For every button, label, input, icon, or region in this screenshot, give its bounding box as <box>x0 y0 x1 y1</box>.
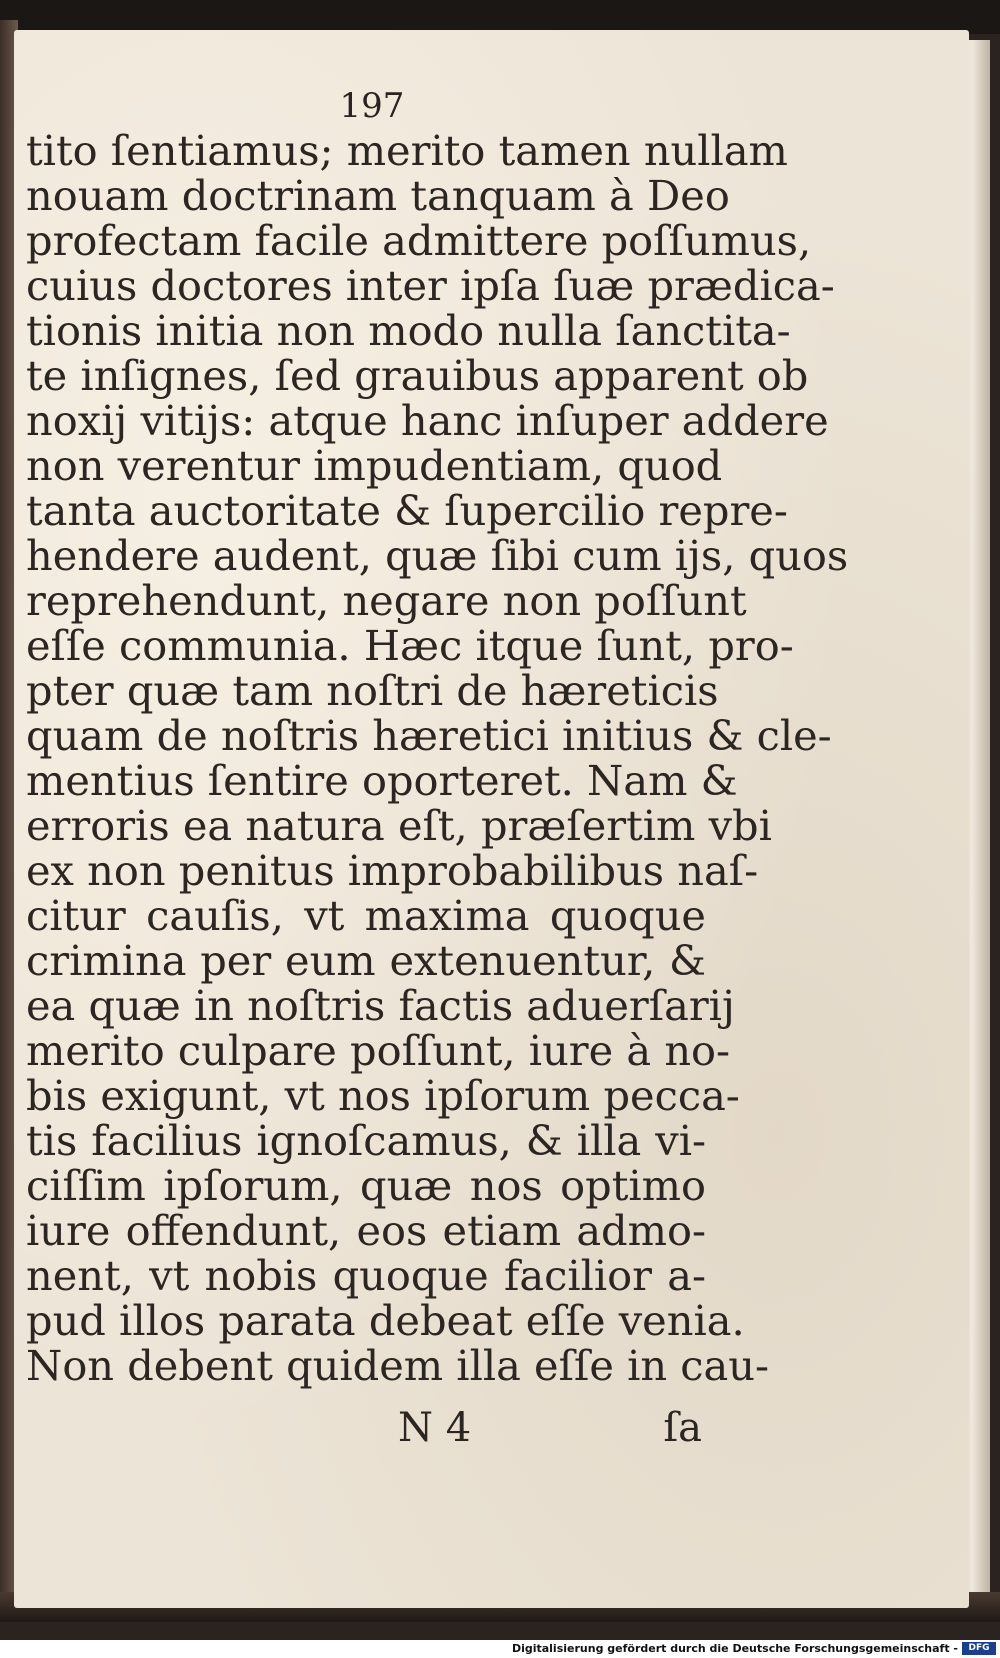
catchword: ſa <box>663 1405 702 1451</box>
text-line: ciſſim ipſorum, quæ nos optimo <box>26 1161 706 1210</box>
text-line: pter quæ tam noſtri de hæreticis <box>26 666 719 715</box>
text-line: ex non penitus improbabilibus naſ- <box>26 846 759 895</box>
text-line: iure offendunt, eos etiam admo- <box>26 1206 706 1255</box>
text-line: nouam doctrinam tanquam à Deo <box>26 171 730 220</box>
text-line: reprehendunt, negare non poſſunt <box>26 576 747 625</box>
digitization-footer <box>0 1640 1000 1658</box>
text-line: quam de noſtris hæretici initius & cle- <box>26 711 832 760</box>
text-line: merito culpare poſſunt, iure à no- <box>26 1026 731 1075</box>
text-line: bis exigunt, vt nos ipſorum pecca- <box>26 1071 740 1120</box>
text-line: citur cauſis, vt maxima quoque <box>26 891 706 940</box>
funding-credit: Digitalisierung gefördert durch die Deutsche Forschungsgemeinschaft - <box>511 1642 958 1655</box>
text-line: ea quæ in noſtris factis aduerſarij <box>26 981 735 1030</box>
text-line: nent, vt nobis quoque facilior a- <box>26 1251 706 1300</box>
text-line: hendere audent, quæ ſibi cum ijs, quos <box>26 531 849 580</box>
text-line: te inſignes, ſed grauibus apparent ob <box>26 351 809 400</box>
page-footer-line <box>26 1405 706 1455</box>
text-line: non verentur impudentiam, quod <box>26 441 723 490</box>
text-line: tanta auctoritate & ſupercilio repre- <box>26 486 788 535</box>
text-line: tionis initia non modo nulla ſanctita- <box>26 306 791 355</box>
dfg-logo: DFG <box>962 1642 996 1655</box>
text-line: erroris ea natura eſt, præſertim vbi <box>26 801 772 850</box>
text-line: tis facilius ignoſcamus, & illa vi- <box>26 1116 706 1165</box>
text-line: mentius ſentire oporteret. Nam & <box>26 756 738 805</box>
text-line: crimina per eum extenuentur, & <box>26 936 706 985</box>
text-line: profectam facile admittere poſſumus, <box>26 216 812 265</box>
signature-mark: N 4 <box>398 1405 472 1451</box>
body-text <box>26 126 849 1390</box>
text-line: noxij vitijs: atque hanc inſuper addere <box>26 396 829 445</box>
scan-top-edge <box>0 0 1000 34</box>
text-line: tito ſentiamus; merito tamen nullam <box>26 126 788 175</box>
text-line: Non debent quidem illa eſſe in cau- <box>26 1341 770 1390</box>
text-line: pud illos parata debeat eſſe venia. <box>26 1296 745 1345</box>
text-line: eſſe communia. Hæc itque ſunt, pro- <box>26 621 794 670</box>
text-line: cuius doctores inter ipſa ſuæ prædica- <box>26 261 835 310</box>
page-number: 197 <box>339 86 405 126</box>
